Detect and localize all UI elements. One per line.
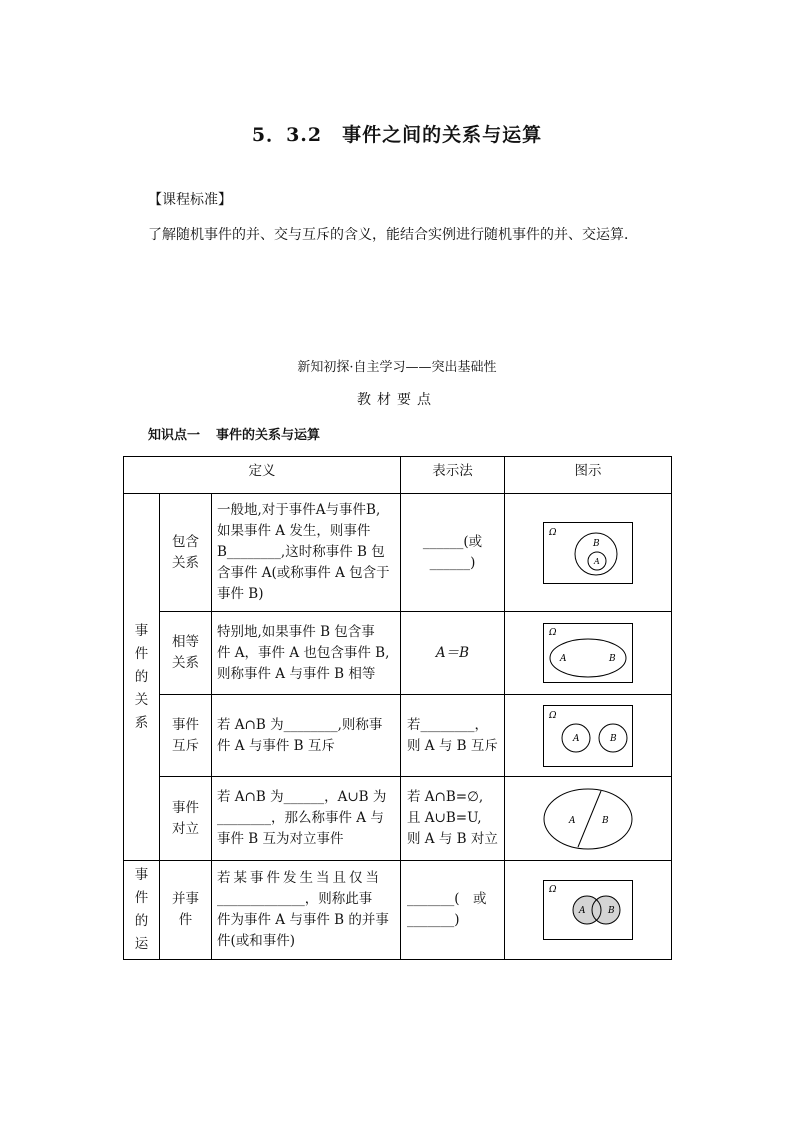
course-standard-text: 了解随机事件的并、交与互斥的含义，能结合实例进行随机事件的并、交运算． — [148, 227, 638, 243]
relations-table — [123, 456, 672, 960]
notation-line: 则 A 与 B 互斥 — [407, 737, 498, 754]
header-notation: 表示法 — [401, 457, 505, 494]
omega-label: Ω — [549, 885, 557, 895]
section-subheading: 教材要点 — [357, 392, 437, 408]
set-b-label: B — [609, 654, 616, 664]
definition-cell — [212, 612, 401, 695]
table-header-row — [124, 457, 672, 494]
definition-line: 一般地,对于事件A与事件B, — [217, 502, 381, 518]
row-label-union: 并事 件 — [160, 861, 212, 960]
omega-label: Ω — [549, 628, 557, 638]
venn-inclusion-diagram — [543, 522, 633, 584]
notation-cell — [401, 494, 505, 612]
notation-cell — [401, 612, 505, 695]
venn-exclusive-diagram — [543, 705, 633, 767]
definition-line: 特别地,如果事件 B 包含事 — [217, 623, 375, 640]
omega-label: Ω — [549, 527, 557, 538]
definition-line: 件 A，事件 A 也包含事件 B, — [217, 644, 390, 661]
notation-line: 若________， — [407, 716, 489, 733]
omega-label: Ω — [549, 710, 557, 721]
row-label-opposite: 事件 对立 — [160, 777, 212, 861]
definition-cell — [212, 777, 401, 861]
definition-line: ________，那么称事件 A 与 — [217, 810, 384, 826]
diagram-cell — [505, 777, 672, 861]
definition-line: 若某事件发生当且仅当 — [217, 870, 382, 886]
set-a-label: A — [579, 906, 586, 916]
header-diagram: 图示 — [505, 457, 672, 494]
table-row — [124, 695, 672, 777]
table-row — [124, 861, 672, 960]
set-b-label: B — [608, 906, 615, 916]
knowledge-point-title: 事件的关系与运算 — [216, 428, 321, 443]
set-b-label: B — [602, 815, 609, 826]
definition-line: 如果事件 A 发生，则事件 — [217, 523, 371, 539]
definition-line: 件 A 与事件 B 互斥 — [217, 737, 335, 754]
set-b-circle — [592, 896, 620, 924]
group-label-text: 事 件 的 关 系 — [134, 622, 149, 731]
knowledge-point-label: 知识点一 — [148, 428, 201, 443]
header-definition: 定义 — [124, 457, 401, 494]
diagram-cell — [505, 612, 672, 695]
set-b-label: B — [593, 538, 600, 549]
notation-line: _______) — [407, 912, 460, 928]
venn-union-diagram — [543, 880, 633, 940]
group-label-relations — [124, 494, 160, 861]
notation-line: _______( 或 — [407, 891, 487, 907]
definition-line: B________,这时称事件 B 包 — [217, 544, 385, 560]
venn-equal-diagram — [543, 623, 633, 683]
definition-line: 事件 B 互为对立事件 — [217, 831, 344, 847]
notation-line: ______) — [429, 554, 476, 571]
diagram-cell — [505, 494, 672, 612]
table-row — [124, 494, 672, 612]
definition-line: 件为事件 A 与事件 B 的并事 — [217, 912, 389, 928]
set-a-label: A — [569, 815, 576, 826]
row-label-inclusion: 包含 关系 — [160, 494, 212, 612]
diagram-cell — [505, 695, 672, 777]
group-label-text: 事 件 的 运 — [134, 867, 149, 952]
notation-line: 则 A 与 B 对立 — [407, 831, 498, 847]
definition-cell — [212, 861, 401, 960]
notation-line: ______(或 — [422, 533, 483, 550]
table-row — [124, 612, 672, 695]
notation-cell — [401, 777, 505, 861]
set-a-label: A — [594, 556, 600, 566]
definition-line: 则称事件 A 与事件 B 相等 — [217, 665, 376, 682]
notation-line: 若 A∩B=∅, — [407, 789, 484, 805]
definition-line: 件(或和事件) — [217, 933, 296, 949]
definition-line: 事件 B) — [217, 586, 264, 602]
universe-ellipse — [544, 789, 632, 849]
diagram-cell — [505, 861, 672, 960]
table-row — [124, 777, 672, 861]
course-standard-heading: 【课程标准】 — [148, 192, 232, 208]
notation-text: A＝B — [435, 644, 470, 661]
notation-cell — [401, 861, 505, 960]
venn-opposite-diagram — [541, 786, 635, 852]
definition-line: 含事件 A(或称事件 A 包含于 — [217, 565, 390, 581]
notation-cell — [401, 695, 505, 777]
group-label-operations — [124, 861, 160, 960]
notation-line: 且 A∪B=U, — [407, 810, 482, 826]
knowledge-point-heading — [148, 424, 336, 443]
definition-line: 若 A∩B 为________,则称事 — [217, 716, 383, 733]
row-label-equal: 相等 关系 — [160, 612, 212, 695]
row-label-exclusive: 事件 互斥 — [160, 695, 212, 777]
set-b-label: B — [610, 733, 617, 744]
section-heading: 新知初探·自主学习——突出基础性 — [297, 360, 497, 375]
definition-line: _____________，则称此事 — [217, 891, 373, 907]
definition-line: 若 A∩B 为______，A∪B 为 — [217, 789, 387, 805]
set-a-label: A — [573, 733, 580, 744]
divider-line — [578, 791, 601, 847]
definition-cell — [212, 695, 401, 777]
set-a-label: A — [560, 654, 567, 664]
page-title: 5．3.2 事件之间的关系与运算 — [251, 124, 543, 146]
definition-cell — [212, 494, 401, 612]
